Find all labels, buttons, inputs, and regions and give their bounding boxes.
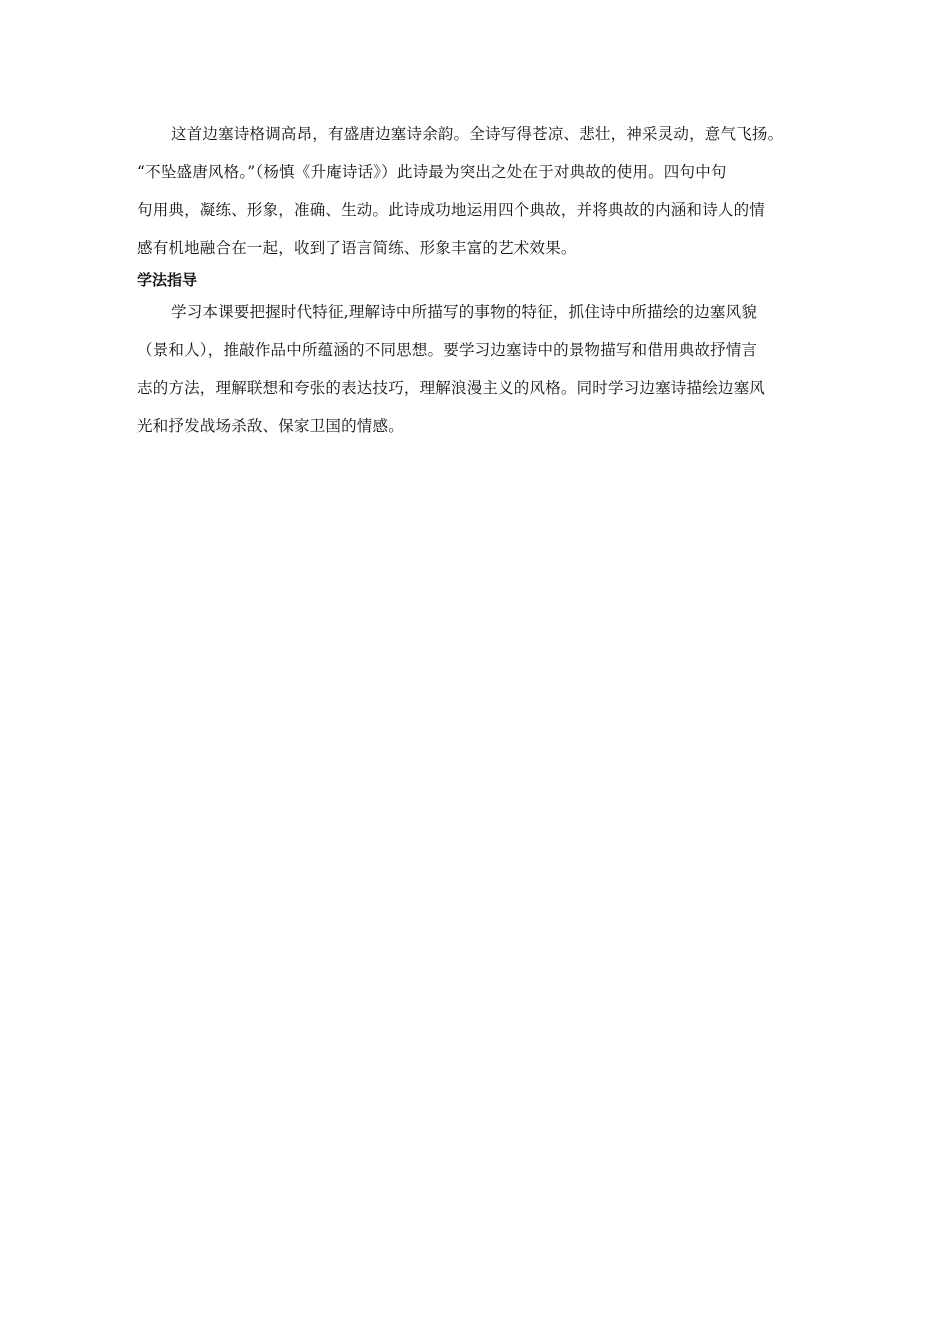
paragraph-line: “不坠盛唐风格。”（杨慎《升庵诗话》）此诗最为突出之处在于对典故的使用。四句中句 bbox=[137, 163, 727, 181]
section-heading: 学法指导 bbox=[137, 271, 198, 289]
paragraph-line: 句用典，凝练、形象，准确、生动。此诗成功地运用四个典故，并将典故的内涵和诗人的情 bbox=[137, 201, 766, 219]
paragraph-line: 感有机地融合在一起，收到了语言简练、形象丰富的艺术效果。 bbox=[137, 239, 577, 257]
paragraph-line: 志的方法，理解联想和夸张的表达技巧，理解浪漫主义的风格。同时学习边塞诗描绘边塞风 bbox=[137, 379, 766, 397]
study-guide-paragraph bbox=[137, 298, 817, 440]
paragraph-line: （景和人），推敲作品中所蕴涵的不同思想。要学习边塞诗中的景物描写和借用典故抒情言 bbox=[137, 341, 758, 359]
paragraph-line: 学习本课要把握时代特征,理解诗中所描写的事物的特征，抓住诗中所描绘的边塞风貌 bbox=[171, 303, 758, 321]
analysis-paragraph bbox=[137, 120, 817, 262]
paragraph-line: 光和抒发战场杀敌、保家卫国的情感。 bbox=[137, 417, 404, 435]
document-body bbox=[137, 120, 817, 450]
paragraph-line: 这首边塞诗格调高昂，有盛唐边塞诗余韵。全诗写得苍凉、悲壮，神采灵动，意气飞扬。 bbox=[171, 125, 784, 143]
